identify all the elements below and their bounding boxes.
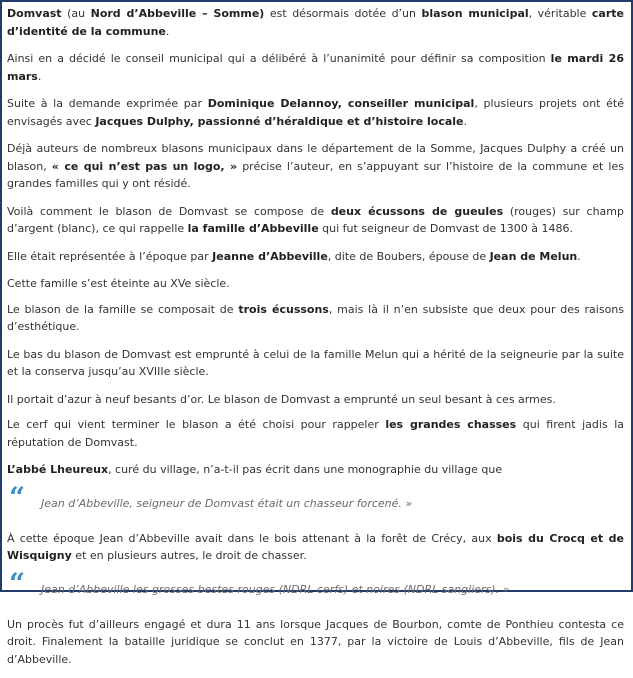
text-run: , dite de Boubers, épouse de <box>327 249 490 263</box>
blockquote-1 <box>7 480 624 514</box>
quote-text: Jean d’Abbeville les grosses bestes rouges (NDRL cerfs) et noires (NDRL sangliers). » <box>41 582 510 596</box>
paragraph <box>7 416 624 451</box>
bold-text: L’abbé Lheureux <box>7 463 109 476</box>
text-run: est désormais dotée d’un <box>264 7 422 20</box>
quote-icon: “ <box>9 480 26 514</box>
quote-icon: “ <box>9 566 26 600</box>
bold-text: les grandes chasses <box>385 418 517 431</box>
paragraph <box>7 301 624 336</box>
text-run: À cette époque Jean d’Abbeville avait dans le bois attenant à la forêt de Crécy, aux <box>7 531 497 545</box>
bold-text: Jeanne d’Abbeville <box>212 249 328 263</box>
text-run: qui fut seigneur de Domvast de 1300 à 1486. <box>318 222 574 235</box>
text-run: Le blason de la famille se composait de <box>7 302 239 316</box>
text-run: , mais là il n’en subsiste que deux pour des raisons d’esthétique. <box>7 302 625 333</box>
text-run: . <box>577 249 581 263</box>
blockquote-2 <box>7 566 624 600</box>
paragraph <box>7 391 624 409</box>
paragraph <box>7 346 624 381</box>
bold-text: Jean de Melun <box>489 249 578 263</box>
text-run: (au <box>61 7 91 20</box>
text-run: qui firent jadis la réputation de Domvast. <box>7 418 625 449</box>
paragraph <box>7 5 624 40</box>
bold-text: « ce qui n’est pas un logo, » <box>51 159 238 173</box>
bold-text: trois écussons <box>238 302 329 316</box>
paragraph <box>7 461 624 479</box>
text-run: et en plusieurs autres, le droit de chasser. <box>71 549 307 562</box>
text-run: Cette famille s’est éteinte au XVe siècle. <box>7 277 230 290</box>
bold-text: deux écussons de gueules <box>330 204 504 218</box>
text-run: Voilà comment le blason de Domvast se compose de <box>7 204 331 218</box>
paragraph <box>7 530 624 565</box>
text-run: . <box>463 114 467 128</box>
bold-text: bois du Crocq et de Wisquigny <box>7 531 624 562</box>
text-run: , plusieurs projets ont été envisagés avec <box>7 97 625 128</box>
paragraph <box>7 140 624 193</box>
article-body <box>7 5 624 678</box>
bold-text: Domvast <box>7 7 62 20</box>
text-run: , véritable <box>528 7 592 20</box>
text-run: Ainsi en a décidé le conseil municipal qui a délibéré à l’unanimité pour définir sa composition <box>7 52 551 65</box>
text-run: Un procès fut d’ailleurs engagé et dura 11 ans lorsque Jacques de Bourbon, comte de Ponthieu contesta ce droit. Finalement la bataille juridique se conclut en 1377, par la victoire de Louis d’Abbeville, fils de Jean d’Abbeville. <box>7 617 624 666</box>
bold-text: blason municipal <box>421 7 529 20</box>
paragraph <box>7 616 624 669</box>
text-run: (rouges) sur champ d’argent (blanc), ce qui rappelle <box>7 204 624 235</box>
paragraph <box>7 50 624 85</box>
quote-text: Jean d’Abbeville, seigneur de Domvast était un chasseur forcené. » <box>41 496 413 510</box>
paragraph <box>7 95 624 130</box>
text-run: Le bas du blason de Domvast est emprunté à celui de la famille Melun qui a hérité de la seigneurie par la suite et la conserva jusqu’au XVIIIe siècle. <box>7 347 624 378</box>
bold-text: le mardi 26 mars <box>7 52 624 83</box>
bold-text: Nord d’Abbeville – Somme) <box>90 7 265 20</box>
paragraph-group <box>7 5 624 479</box>
bold-text: Jacques Dulphy, passionné d’héraldique et d’histoire locale <box>95 114 464 128</box>
bold-text: la famille d’Abbeville <box>187 222 319 235</box>
text-run: Suite à la demande exprimée par <box>7 97 208 110</box>
paragraph <box>7 275 624 293</box>
bold-text: carte d’identité de la commune <box>7 7 624 38</box>
text-run: . <box>37 69 42 83</box>
text-run: Elle était représentée à l’époque par <box>7 249 213 263</box>
text-run: , curé du village, n’a-t-il pas écrit dans une monographie du village que <box>108 463 503 476</box>
paragraph <box>7 248 624 266</box>
text-run: précise l’auteur, en s’appuyant sur l’histoire de la commune et les grandes familles qui y ont résidé. <box>7 159 624 190</box>
text-run: . <box>165 24 170 38</box>
bold-text: Dominique Delannoy, conseiller municipal <box>207 97 475 110</box>
text-run: Le cerf qui vient terminer le blason a été choisi pour rappeler <box>7 418 386 431</box>
text-run: Il portait d’azur à neuf besants d’or. Le blason de Domvast a emprunté un seul besant à ces armes. <box>7 392 556 406</box>
paragraph <box>7 203 624 238</box>
text-run: Déjà auteurs de nombreux blasons municipaux dans le département de la Somme, Jacques Dulphy a créé un blason, <box>7 142 624 173</box>
